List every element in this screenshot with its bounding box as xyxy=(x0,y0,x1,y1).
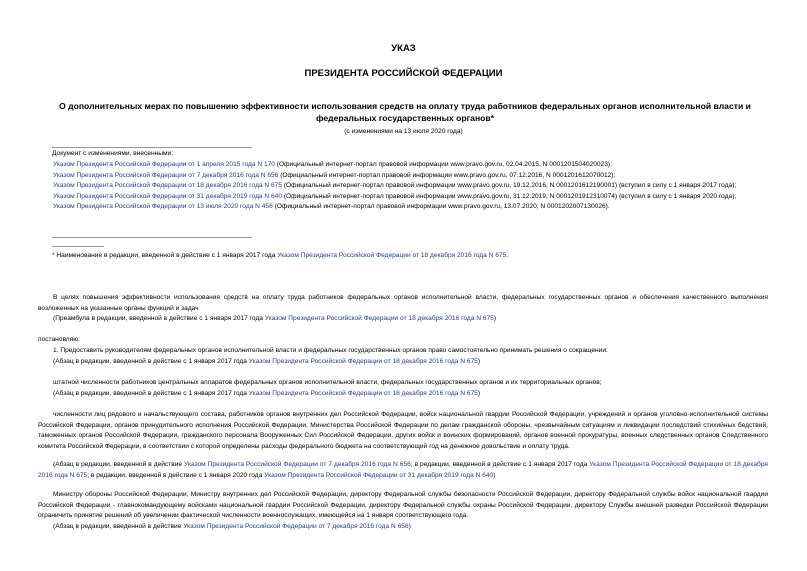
postanovlyayu: постановляю: xyxy=(38,336,81,343)
divider xyxy=(52,237,252,238)
footnote: * Наименование в редакции, введенной в действие с 1 января 2017 года Указом Президента Российской Федерации от 18 декабря 2016 года N 675. xyxy=(52,252,509,259)
preamble-note: (Преамбула в редакции, введенной в действие с 1 января 2017 года Указом Президента Российской Федерации от 18 декабря 2016 года N 675) xyxy=(53,315,497,322)
paragraph-3-note: (Абзац в редакции, введенной в действие Указом Президента Российской Федерации от 7 декабря 2016 года N 656; в редакции, введенной в действие с 1 января 2017 года Указом Президента Российской Федерации от 18 декабря 2016 года N 675; в редакции, введенной в действие с 1 января 2020 года Указом Президента Российской Федерации от 31 декабря 2019 года N 640) xyxy=(38,461,768,479)
change-details: (Официальный интернет-портал правовой информации www.pravo.gov.ru, 19.12.2016, N 0001201612190001) (вступил в силу с 1 января 2017 года); xyxy=(282,182,737,190)
doc-issuer-heading: ПРЕЗИДЕНТА РОССИЙСКОЙ ФЕДЕРАЦИИ xyxy=(304,68,503,79)
change-item xyxy=(38,171,768,182)
changes-list xyxy=(38,160,768,213)
amendment-link[interactable]: Указом Президента Российской Федерации от 18 декабря 2016 года N 675 xyxy=(38,461,768,479)
paragraph-1: 1. Предоставить руководителям федеральных органов исполнительной власти и федеральных государственных органов право самостоятельно принимать решения о сокращении: xyxy=(53,347,608,354)
amendment-link[interactable]: Указом Президента Российской Федерации от 18 декабря 2016 года N 675 xyxy=(248,390,478,397)
change-details: (Официальный интернет-портал правовой информации www.pravo.gov.ru, 07.12.2016, N 0001201612070012); xyxy=(278,171,616,179)
change-item xyxy=(38,181,768,192)
change-item xyxy=(38,202,768,213)
change-item xyxy=(38,160,768,171)
paragraph-4-note: (Абзац в редакции, введенной в действие Указом Президента Российской Федерации от 7 декабря 2016 года N 656) xyxy=(53,523,411,530)
preamble: В целях повышения эффективности использования средств на оплату труда работников федеральных органов исполнительной власти, федеральных государственных органов и обеспечения качественного выполнения возложенных на указанные органы функций и задач xyxy=(38,294,768,312)
paragraph-2-note: (Абзац в редакции, введенной в действие с 1 января 2017 года Указом Президента Российской Федерации от 18 декабря 2016 года N 675) xyxy=(53,390,481,397)
amendment-link[interactable]: Указом Президента Российской Федерации от 18 декабря 2016 года N 675 xyxy=(248,358,478,365)
change-details: (Официальный интернет-портал правовой информации www.pravo.gov.ru, 31.12.2019, N 0001201912310074) (вступил в силу с 1 января 2020 года); xyxy=(282,192,737,200)
divider xyxy=(52,147,252,148)
paragraph-4: Министру обороны Российской Федерации, Министру внутренних дел Российской Федерации, директору Федеральной службы безопасности Российской Федерации, директору Федеральной службы войск национальной гвардии Российской Федерации - главнокомандующему войсками национальной гвардии Российской Федерации, директору Федеральной службы охраны Российской Федерации, директору Службы внешней разведки Российской Федерации ограничить принятие решений об увеличении фактической численности военнослужащих, имеющейся на 1 января соответствующего года. xyxy=(38,491,768,520)
footnote-link[interactable]: Указом Президента Российской Федерации от 18 декабря 2016 года N 675 xyxy=(277,252,507,259)
amendment-link[interactable]: Указом Президента Российской Федерации от 7 декабря 2016 года N 656 xyxy=(183,523,409,530)
change-details: (Официальный интернет-портал правовой информации www.pravo.gov.ru, 02.04.2015, N 0001201504020023); xyxy=(274,161,612,168)
doc-title: О дополнительных мерах по повышению эффективности использования средств на оплату труда работников федеральных органов исполнительной власти и федеральных государственных органов* xyxy=(59,101,751,123)
paragraph-2: штатной численности работников центральных аппаратов федеральных органов исполнительной власти, федеральных государственных органов и их территориальных органов; xyxy=(53,379,602,386)
changes-note: (с изменениями на 13 июля 2020 года) xyxy=(344,128,463,135)
change-link[interactable]: Указом Президента Российской Федерации от 18 декабря 2016 года N 675 xyxy=(53,182,283,190)
amendment-link[interactable]: Указом Президента Российской Федерации от 18 декабря 2016 года N 675 xyxy=(264,315,494,322)
amendment-link[interactable]: Указом Президента Российской Федерации от 7 декабря 2016 года N 656 xyxy=(184,461,411,468)
doc-type-heading: УКАЗ xyxy=(391,43,416,54)
amendment-link[interactable]: Указом Президента Российской Федерации от 31 декабря 2019 года N 640 xyxy=(264,471,494,479)
change-item xyxy=(38,192,768,203)
change-link[interactable]: Указом Президента Российской Федерации от 13 июля 2020 года N 456 xyxy=(53,203,273,211)
paragraph-3: численности лиц рядового и начальствующего состава, работников органов внутренних дел Российской Федерации, войск национальной гвардии Российской Федерации, учреждений и органов уголовно-исполнительной системы Российской Федерации, органов принудительного исполнения Российской Федерации, Министерства Российской Федерации по делам гражданской обороны, чрезвычайным ситуациям и ликвидации последствий стихийных бедствий, таможенных органов Российской Федерации, гражданского персонала Вооруженных Сил Российской Федерации, других войск и воинских формирований, органов военной прокуратуры, военных следственных органов Следственного комитета Российской Федерации, в соответствии с которой определены расходы федерального бюджета на соответствующий год на денежное довольствие и оплату труда. xyxy=(38,411,768,450)
footnote-divider xyxy=(52,246,104,247)
changes-intro: Документ с изменениями, внесенными: xyxy=(52,150,174,157)
change-link[interactable]: Указом Президента Российской Федерации от 1 апреля 2015 года N 170 xyxy=(53,161,275,168)
change-link[interactable]: Указом Президента Российской Федерации от 7 декабря 2016 года N 656 xyxy=(53,171,279,179)
change-link[interactable]: Указом Президента Российской Федерации от 31 декабря 2019 года N 640 xyxy=(53,192,283,200)
paragraph-1-note: (Абзац в редакции, введенной в действие с 1 января 2017 года Указом Президента Российской Федерации от 18 декабря 2016 года N 675) xyxy=(53,358,481,365)
change-details: (Официальный интернет-портал правовой информации www.pravo.gov.ru, 13.07.2020, N 0001202007130026). xyxy=(272,203,610,211)
